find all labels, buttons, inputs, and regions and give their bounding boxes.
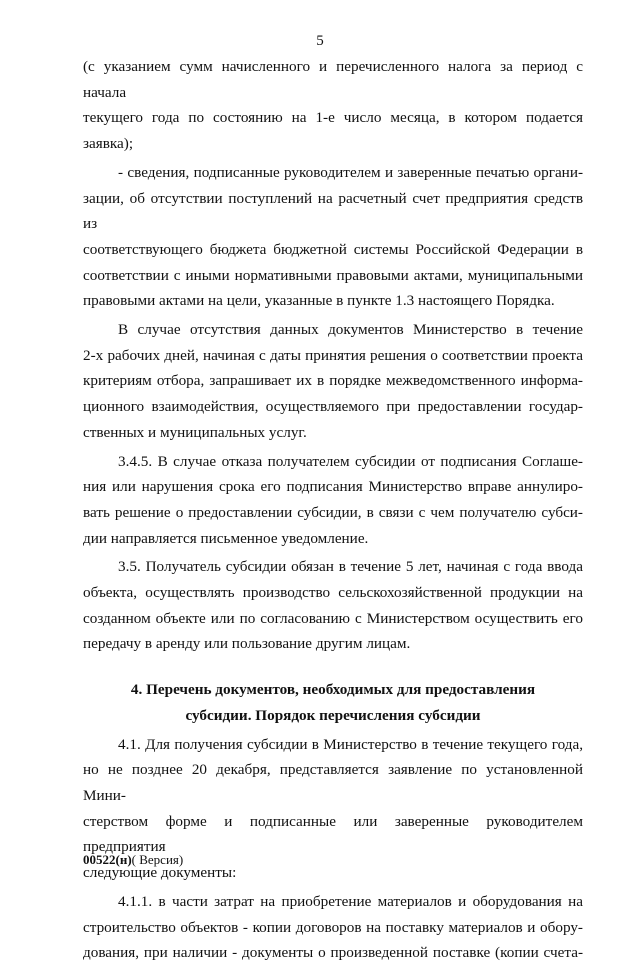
paragraph-line: ционного взаимодействия, осуществляемого при предоставлении государ- xyxy=(83,398,583,416)
paragraph-line: 4.1.1. в части затрат на приобретение материалов и оборудования на xyxy=(118,892,583,910)
paragraph-line: правовыми актами на цели, указанные в пункте 1.3 настоящего Порядка. xyxy=(83,292,555,310)
paragraph-line: (с указанием сумм начисленного и перечисленного налога за период с начала xyxy=(83,58,583,101)
paragraph-line: передачу в аренду или пользование другим лицам. xyxy=(83,635,411,653)
document-body xyxy=(83,54,583,966)
paragraph-line: 3.5. Получатель субсидии обязан в течение 5 лет, начиная с года ввода xyxy=(118,558,583,576)
paragraph-line: дования, при наличии - документы о произведенной поставке (копии счета- xyxy=(83,944,583,962)
document-code: 00522(н) xyxy=(83,852,132,867)
paragraph-line: текущего года по состоянию на 1-е число месяца, в котором подается заявка); xyxy=(83,109,583,153)
document-footer xyxy=(83,852,183,868)
paragraph-line: объекта, осуществлять производство сельскохозяйственной продукции на xyxy=(83,584,583,602)
paragraph-line: В случае отсутствия данных документов Министерство в течение xyxy=(118,321,583,339)
paragraph-line: стерством форме и подписанные или заверенные руководителем предприятия xyxy=(83,812,583,856)
paragraph-line: соответствующего бюджета бюджетной системы Российской Федерации в xyxy=(83,240,583,258)
paragraph-line: критериям отбора, запрашивает их в порядке межведомственного информа- xyxy=(83,372,583,390)
paragraph-line: дии направляется письменное уведомление. xyxy=(83,529,369,547)
document-version: ( Версия) xyxy=(131,852,184,867)
paragraph-line: ния или нарушения срока его подписания Министерство вправе аннулиро- xyxy=(83,478,583,496)
paragraph-line: зации, об отсутствии поступлений на расчетный счет предприятия средств из xyxy=(83,189,583,233)
paragraph-line: строительство объектов - копии договоров на поставку материалов и обору- xyxy=(83,918,583,936)
section-heading-line: субсидии. Порядок перечисления субсидии xyxy=(185,706,481,724)
paragraph-line: 4.1. Для получения субсидии в Министерство в течение текущего года, xyxy=(118,735,583,753)
paragraph-line: ственных и муниципальных услуг. xyxy=(83,423,307,441)
paragraph-line: - сведения, подписанные руководителем и заверенные печатью органи- xyxy=(118,163,583,181)
paragraph-line: но не позднее 20 декабря, представляется заявление по установленной Мини- xyxy=(83,761,583,804)
paragraph-line: созданном объекте или по согласованию с Министерством осуществить его xyxy=(83,609,583,627)
page-number: 5 xyxy=(316,33,324,49)
paragraph-line: 3.4.5. В случае отказа получателем субсидии от подписания Соглаше- xyxy=(118,452,583,470)
paragraph-line: соответствии с иными нормативными правовыми актами, муниципальными xyxy=(83,266,583,284)
paragraph-line: 2-х рабочих дней, начиная с даты принятия решения о соответствии проекта xyxy=(83,346,583,364)
section-heading-line: 4. Перечень документов, необходимых для предоставления xyxy=(130,681,536,699)
paragraph-line: вать решение о предоставлении субсидии, в связи с чем получателю субси- xyxy=(83,503,583,521)
paragraph-line: следующие документы: xyxy=(83,864,237,882)
